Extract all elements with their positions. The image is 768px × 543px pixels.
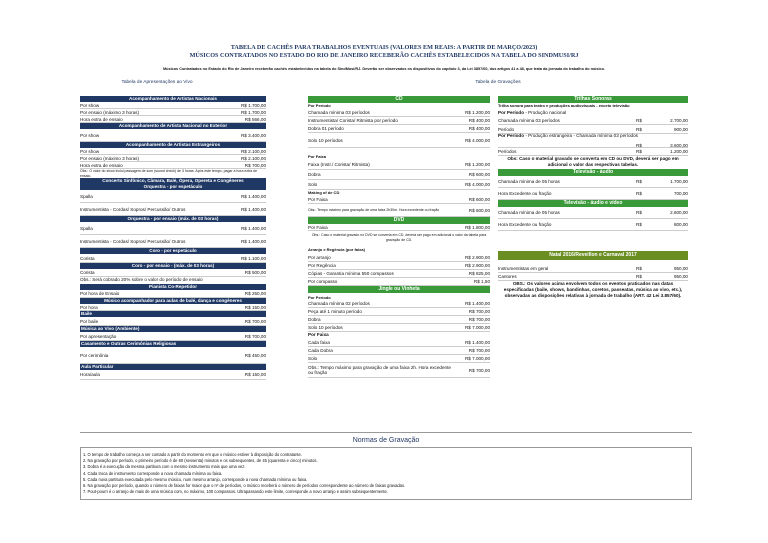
row-value: R$ 400,00	[468, 126, 490, 131]
row-label: Hora/aula	[80, 372, 100, 377]
table-row	[308, 347, 490, 355]
rule-item: 1. O tempo de trabalho começa a ser contado a partir do momento em que o músico estiver à disposição do contratante.	[83, 452, 302, 457]
table-row	[308, 224, 490, 231]
recording-rules-list	[80, 447, 692, 500]
table-row	[308, 180, 490, 190]
section-header: DVD	[308, 217, 490, 224]
recording-table-soundtracks	[498, 96, 688, 299]
table-row	[80, 290, 266, 298]
row-label: Por hora de Ensaio	[80, 291, 120, 296]
row-label: Períodos	[498, 149, 517, 154]
row-label: Dobra	[308, 172, 321, 177]
table-row	[80, 304, 266, 311]
subheader-rest: - Produção estrangeira - Chamada mínima 03 períodos	[524, 133, 638, 138]
table-row	[308, 109, 490, 117]
table-row	[498, 273, 688, 281]
section-header: Trilhas Sonoras	[498, 96, 688, 103]
row-value: R$ 700,00	[244, 162, 266, 168]
row-currency: R$	[636, 191, 642, 196]
table-row	[308, 324, 490, 332]
table-row	[308, 160, 490, 170]
table-row	[498, 116, 688, 125]
row-value: 2.600,00	[670, 210, 688, 215]
table-row	[308, 170, 490, 180]
section-header: Acompanhamento de Artistas Estrangeiros	[80, 142, 266, 148]
row-value: 900,00	[673, 126, 688, 132]
table-row	[80, 347, 266, 364]
row-value: 950,00	[673, 274, 688, 279]
table-row	[80, 155, 266, 162]
row-label: Instrumentista/ Corista/ Ritmista por período	[308, 118, 398, 123]
table-row	[80, 116, 266, 123]
subheader: Por Faixa	[308, 332, 329, 337]
row-label: Peça até 1 minuto período	[308, 309, 362, 314]
obs-note: Obs.: Será cobrado 20% sobre o valor do período de ensaio	[80, 277, 203, 282]
table-row	[308, 355, 490, 363]
table-row	[498, 148, 688, 156]
row-label: Hora extra de ensaio	[80, 162, 123, 168]
row-label: Hora Excedente ou fração	[498, 222, 552, 227]
row-value: R$ 500,00	[244, 270, 266, 275]
section-header: Natal 2016/Reveillon e Carnaval 2017	[498, 251, 688, 260]
table-row	[80, 109, 266, 116]
row-label: Por show	[80, 148, 100, 154]
section-header: Orquestra - por espetáculo	[80, 184, 266, 190]
row-label: Instrumentistas em geral	[498, 266, 549, 271]
row-value: R$ 700,00	[468, 309, 490, 314]
row-value: R$ 700,00	[244, 318, 266, 324]
title-line-1: TABELA DE CACHÊS PARA TRABALHOS EVENTUAIS (VALORES EM REAIS: A PARTIR DE MARÇO/2023)	[230, 44, 538, 51]
row-label: Obs.: Tempo máximo para gravação de uma faixa 2h30m. Hora excedente ou fração	[308, 208, 440, 212]
row-label: Por ensaio (máximo 3 horas)	[80, 109, 139, 115]
row-value: R$ 3.400,00	[240, 132, 266, 138]
row-value: R$ 1.200,00	[464, 110, 490, 115]
obs-note: Obs: Caso o material gravado se converta em CD ou DVD, deverá ser pago em adicional o valor das respectivas tabelas.	[507, 156, 679, 167]
subheader: Arranjo e Regência (por faixa)	[308, 247, 365, 252]
rule-item: 6. Na gravação por período, quando o número de faixas for maior que o nº de períodos, o músico receberá o número de períodos correspondente ao número de faixas gravadas.	[83, 483, 406, 489]
section-header: Casamento e Outras Cerimônias Religiosas	[80, 341, 266, 347]
row-value: R$ 700,00	[244, 333, 266, 339]
live-performance-table	[80, 96, 266, 380]
row-label: Solo	[308, 356, 318, 361]
row-label: Solo 10 períodos	[308, 325, 343, 330]
intro-note: Músicos Contratados no Estado do Rio de Janeiro receberão cachês estabelecidos na tabela do SindMusi/RJ. Deverão ser observados os dispositivos do capítulo 3, da Lei 3857/60, dos artigos 41 a 48, que trata da jornada do trabalho do músico.	[162, 67, 606, 71]
row-currency: R$	[636, 126, 642, 132]
section-header: Concerto Sinfônico, Câmara, Balé, Ópera, Opereta e Congêneres	[80, 178, 266, 184]
table-row	[80, 190, 266, 203]
row-value: R$ 2.900,00	[464, 263, 490, 268]
row-value: R$ 600,00	[468, 172, 490, 177]
row-label: Dobra 01 período	[308, 126, 344, 131]
row-label: Corista	[80, 255, 95, 261]
row-label: Por ensaio (máximo 3 horas)	[80, 155, 139, 161]
subheader: Por Período	[308, 103, 331, 108]
row-value: R$ 4.000,00	[464, 182, 490, 187]
row-value: R$ 1.100,00	[240, 255, 266, 261]
row-value: R$ 1.400,00	[464, 340, 490, 345]
row-value: 700,00	[673, 191, 688, 196]
subheader-bold: Por Período	[498, 133, 525, 138]
table-row	[80, 162, 266, 169]
row-label: Chamada mínima 02 períodos	[308, 301, 370, 306]
recording-rules-title: Normas de Gravação	[352, 437, 420, 444]
row-label: Solo 10 períodos	[308, 137, 343, 143]
row-value: R$ 1.700,00	[240, 102, 266, 108]
row-label: Spalla	[80, 225, 93, 231]
section-header: Baile	[80, 311, 266, 317]
row-value: 3.600,00	[670, 142, 688, 148]
row-label: Por baile	[80, 318, 99, 324]
row-value: R$ 250,00	[244, 291, 266, 296]
section-header: CD	[308, 96, 490, 103]
row-label: Spalla	[80, 193, 93, 199]
row-value: R$ 1.400,00	[240, 238, 266, 244]
row-currency: R$	[636, 274, 642, 279]
row-value: R$ 700,00	[468, 348, 490, 353]
row-value: R$ 1,50	[473, 279, 490, 284]
row-currency: R$	[636, 222, 642, 227]
row-label: Chamada mínima de 05 horas	[498, 210, 560, 215]
section-header: Música ao Vivo (Ambiente)	[80, 326, 266, 332]
section-header: Pianista Co-Repetidor	[80, 284, 266, 290]
table-row	[308, 125, 490, 133]
row-currency: R$	[636, 210, 642, 215]
row-label: Instrumentista - Cordas/ Sopros/ Percussão/ Outros	[80, 206, 186, 212]
table-row	[308, 300, 490, 308]
table-row	[308, 308, 490, 316]
table-row	[80, 254, 266, 263]
row-label: Solo	[308, 182, 318, 187]
row-currency: R$	[636, 142, 642, 148]
table-row	[80, 317, 266, 326]
title-line-2: MÚSICOS CONTRATADOS NO ESTADO DO RIO DE JANEIRO RECEBERÃO CACHÊS ESTABELECIDOS NA TABELA DO SINDMUSI/RJ	[189, 52, 579, 59]
row-label: Por show	[80, 132, 100, 138]
row-value: R$ 1.400,00	[240, 225, 266, 231]
section-header: Aula Particular	[80, 364, 266, 370]
row-label: Instrumentista - Cordas/ Sopros/ Percussão/ Outros	[80, 238, 186, 244]
row-value: R$ 2.100,00	[240, 155, 266, 161]
row-value: R$ 4.000,00	[464, 137, 490, 143]
row-value: R$ 150,00	[244, 304, 266, 310]
table-row	[308, 133, 490, 148]
obs-note: OBS.: Os valores acima envolvem todos os eventos praticados nas datas especificadas (baile, shows, bandinhas, coretos, passeatas, música ao vivo, etc.), observadas as disposições relativas à jornada de trabalho (ART. 42 Lei 3.857/60).	[503, 281, 683, 298]
row-value: R$ 600,00	[468, 207, 490, 213]
table-row	[80, 203, 266, 216]
section-header: Televisão - áudio e vídeo	[498, 200, 688, 207]
row-currency: R$	[636, 149, 642, 154]
recording-rules	[80, 432, 692, 500]
table-row	[308, 278, 490, 286]
table-row	[308, 316, 490, 324]
table-row	[308, 270, 490, 278]
rule-item: 5. Cada nova partitura executada pelo mesmo músico, num mesmo arranjo, corresponde a nova chamada mínima ou faixa.	[83, 476, 308, 482]
rule-item: 4. Cada troca de instrumento corresponde a nova chamada mínima ou faixa.	[83, 470, 223, 476]
table-row	[308, 204, 490, 217]
table-row	[80, 102, 266, 109]
row-value: R$ 400,00	[468, 118, 490, 123]
row-label: Chamada mínima de 05 horas	[498, 179, 560, 184]
table-row	[498, 219, 688, 231]
row-value: R$ 825,00	[468, 271, 490, 276]
section-header: Acompanhamento de Artistas Nacionais	[80, 96, 266, 102]
section-header: Orquestra - por ensaio (máx. de 03 horas)	[80, 216, 266, 222]
row-value: R$ 7.000,00	[464, 325, 490, 330]
table-row	[80, 332, 266, 341]
row-label: Chamada mínima 03 períodos	[498, 117, 560, 123]
row-label: Faixa (Instr./ Corista/ Ritmista)	[308, 162, 370, 167]
section-header: Televisão - áudio	[498, 169, 688, 176]
table-row	[498, 176, 688, 188]
row-label: Por show	[80, 102, 100, 108]
table-row	[80, 129, 266, 142]
row-value: R$ 1.800,00	[464, 224, 490, 230]
recording-section-title: Tabela de Gravações	[475, 80, 521, 85]
row-label: Por Regência	[308, 263, 336, 268]
row-currency: R$	[636, 266, 642, 271]
row-label: Dobra	[308, 317, 321, 322]
row-value: 1.200,00	[670, 149, 688, 154]
row-label: Cópias - Garantia mínima 550 compassos	[308, 271, 394, 276]
row-label: Por compasso	[308, 279, 338, 284]
row-currency: R$	[636, 179, 642, 184]
rule-item: 2. Na gravação por período, o primeiro período é de 60 (sessenta) minutos e os subsequentes, de 45 (quarenta e cinco) minutos.	[83, 458, 318, 464]
row-label: Por hora	[80, 304, 98, 310]
row-label: Chamada mínima 03 períodos	[308, 110, 370, 115]
row-value: R$ 1.700,00	[240, 109, 266, 115]
row-value: R$ 600,00	[468, 197, 490, 202]
rule-item: 7. Pout-pourri é o arranjo de mais de uma música com, no máximo, 100 compassos. Ultrapassando este limite, corresponde a novo arranjo e assim subsequentemente.	[83, 489, 388, 495]
row-value: R$ 700,00	[468, 367, 490, 373]
table-row	[80, 235, 266, 248]
row-label: Cantores	[498, 274, 517, 279]
row-value: 950,00	[673, 266, 688, 271]
rule-item: 3. Dobra é a execução da mesma partitura com o mesmo instrumento mais que uma vez.	[83, 464, 246, 470]
row-value: R$ 150,00	[244, 372, 266, 377]
recording-table-cd	[308, 96, 490, 378]
row-value: R$ 7.000,00	[464, 356, 490, 361]
row-currency: R$	[636, 117, 642, 123]
table-row	[80, 148, 266, 155]
section-header: Coro - por espetáculo	[80, 248, 266, 254]
row-value: R$ 2.100,00	[240, 148, 266, 154]
live-section-title: Tabela de Apresentações ao Vivo	[121, 80, 193, 85]
table-row	[498, 265, 688, 273]
section-header: Coro - por ensaio - (máx. de 03 horas)	[80, 263, 266, 269]
row-label: Por Faixa	[308, 224, 328, 230]
obs-note: Obs.: Caso o material gravado no DVD se converta em CD, deverá ser pago em adicional o valor da tabela para gravação de CD.	[311, 233, 487, 242]
row-value: R$ 1.400,00	[240, 193, 266, 199]
row-value: R$ 700,00	[468, 317, 490, 322]
subheader-rest: - Produção nacional	[524, 110, 567, 115]
row-value: R$ 1.200,00	[464, 162, 490, 167]
section-header: Músico acompanhador para aulas de balé, dança e congêneres	[80, 298, 266, 304]
row-label: Por apresentação	[80, 333, 117, 339]
obs-note: Obs.: O valor do show inclui passagem de som (sound check) de 3 horas. Após este tempo, pagar a hora extra de ensaio.	[80, 169, 258, 178]
table-row	[308, 196, 490, 204]
table-row	[80, 222, 266, 235]
row-label: Período	[498, 126, 515, 132]
row-value: 1.700,00	[670, 179, 688, 184]
section-header: Acompanhamento de Artista Nacional no Exterior	[80, 123, 266, 129]
section-header: Jingle ou Vinheta	[308, 286, 490, 293]
subheader: Trilha sonora para teatro e produções audiovisuais - exceto televisão	[498, 103, 630, 108]
row-label: Por cerimônia	[80, 352, 109, 358]
row-value: 800,00	[673, 222, 688, 227]
spacer	[498, 231, 688, 251]
table-row	[498, 207, 688, 219]
row-value: R$ 450,00	[244, 352, 266, 358]
subheader: Por Faixa	[308, 154, 327, 159]
table-row	[308, 262, 490, 270]
row-label: Por Faixa	[308, 197, 328, 202]
row-label: Obs.: Tempo máximo para gravação de uma faixa 2h. Hora excedente ou fração	[308, 365, 451, 375]
row-label: Cada faixa	[308, 340, 330, 345]
row-label: Corista	[80, 270, 95, 275]
row-value: R$ 2.900,00	[464, 255, 490, 260]
table-row	[308, 254, 490, 262]
page-title	[0, 44, 768, 60]
row-label: Cada Dobra	[308, 348, 333, 353]
table-row	[498, 188, 688, 200]
table-row	[308, 339, 490, 347]
subheader: Por Período	[308, 295, 331, 300]
row-value: R$ 1.400,00	[240, 206, 266, 212]
table-row	[308, 117, 490, 125]
row-value: R$ 566,00	[244, 116, 266, 122]
table-row	[308, 363, 490, 378]
subheader: Making of de CD	[308, 190, 340, 195]
row-value: R$ 1.400,00	[464, 301, 490, 306]
table-row	[80, 370, 266, 380]
row-label: Hora extra de ensaio	[80, 116, 123, 122]
row-label: Por arranjo	[308, 255, 331, 260]
table-row	[80, 269, 266, 277]
row-label: Hora Excedente ou fração	[498, 191, 552, 196]
subheader-bold: Por Período	[498, 110, 525, 115]
row-value: 2.700,00	[670, 117, 688, 123]
